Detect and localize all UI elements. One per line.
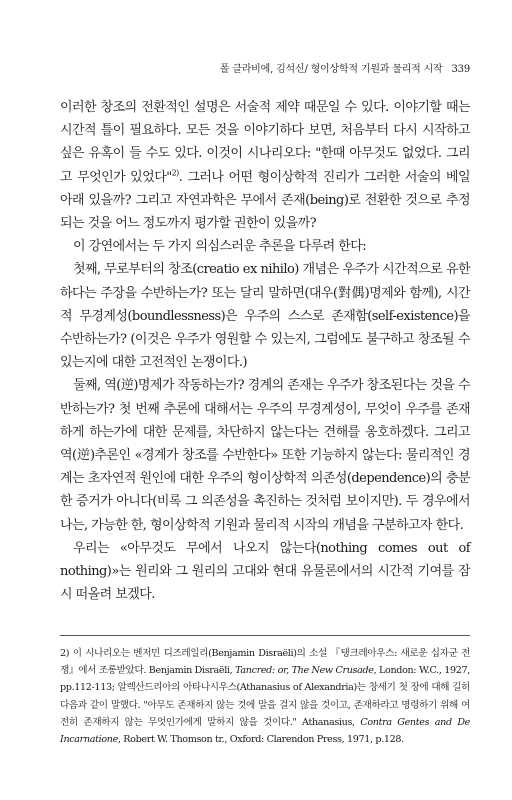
paragraph-1	[60, 96, 470, 235]
footnote-title-contra-gentes: Contra Gentes and De Incarnatione	[60, 716, 470, 746]
paragraph-2: 이 강연에서는 두 가지 의심스러운 추론을 다루려 한다:	[73, 239, 367, 255]
running-title: 폴 클라비에, 김석신/ 형이상학적 기원과 물리적 시작	[219, 64, 443, 75]
footnote-ref[interactable]: 2)	[171, 168, 179, 178]
footnote-title-tancred: Tancred: or, The New Crusade	[235, 665, 374, 677]
footnote-part-2: , London: W.C., 1927, pp.112-113; 알렉산드리아의 아타나시우스(Athanasius of Alexandria)는 창세기 첫 장에 대해 길히 다음과 같이 말했다. "아무도 존재하지 않는 것에 말을 걸지 않을 것이고, 존재하라고 명령하기 위해 여전히 존재하지 않는 무엇인가에게 말하지 않을 것이다." Athanasius,	[60, 665, 470, 728]
footnote-2	[60, 645, 470, 748]
footnote-text	[60, 645, 470, 748]
footnote-part-1: 2) 이 시나리오는 벤저민 디즈레일리(Benjamin Disraëli)의 소설 『탱크레아우스: 새로운 십자군 전쟁』에서 조롱받았다. Benjamin Disraëli,	[60, 648, 470, 677]
running-header	[60, 60, 470, 75]
paragraph-1-part-a: 이러한 창조의 전환적인 설명은 서술적 제약 때문일 수 있다. 이야기할 때는 시간적 틀이 필요하다. 모든 것을 이야기하다 보면, 처음부터 다시 시작하고 싶은 유혹이 들 수도 있다. 이것이 시나리오다: "한때 아무것도 없었다. 그리고 무엇인가 있었다"	[60, 100, 470, 185]
footnote-part-3: , Robert W. Thomson tr., Oxford: Clarendon Press, 1971, p.128.	[117, 734, 404, 746]
paragraph-3: 첫째, 무로부터의 창조(creatio ex nihilo) 개념은 우주가 시간적으로 유한하다는 주장을 수반하는가? 또는 달리 말하면(대우(對偶)명제와 함께), 시간적 무경계성(boundlessness)은 우주의 스스로 존재함(self-existence)을 수반하는가? (이것은 우주가 영원할 수 있는지, 그럼에도 불구하고 창조될 수 있는지에 대한 고전적인 논쟁이다.)	[60, 262, 470, 371]
paragraph-4: 둘째, 역(逆)명제가 작동하는가? 경계의 존재는 우주가 창조된다는 것을 수반하는가? 첫 번째 추론에 대해서는 우주의 무경계성이, 무엇이 우주를 존재하게 하는가에 대한 문제를, 차단하지 않는다는 견해를 옹호하겠다. 그리고 역(逆)추론인 «경계가 창조를 수반한다» 또한 기능하지 않는다: 물리적인 경계는 초자연적 원인에 대한 우주의 형이상학적 의존성(dependence)의 충분한 증거가 아니다(비록 그 의존성을 촉진하는 것처럼 보이지만). 두 경우에서 나는, 가능한 한, 형이상학적 기원과 물리적 시작의 개념을 구분하고자 한다.	[60, 378, 470, 533]
footnote-divider	[60, 635, 470, 636]
paragraph-5: 우리는 «아무것도 무에서 나오지 않는다(nothing comes out of nothing)»는 원리와 그 원리의 고대와 현대 유물론에서의 시간적 기여를 잠시 떠올려 보겠다.	[60, 540, 470, 603]
main-text	[60, 96, 470, 606]
paragraph-1-part-b: . 그러나 어떤 형이상학적 진리가 그러한 서술의 베일 아래 있을까? 그리고 자연과학은 무에서 존재(being)로 전환한 것으로 추정되는 것을 어느 정도까지 평가할 권한이 있을까?	[60, 169, 470, 232]
page-number: 339	[451, 64, 470, 75]
